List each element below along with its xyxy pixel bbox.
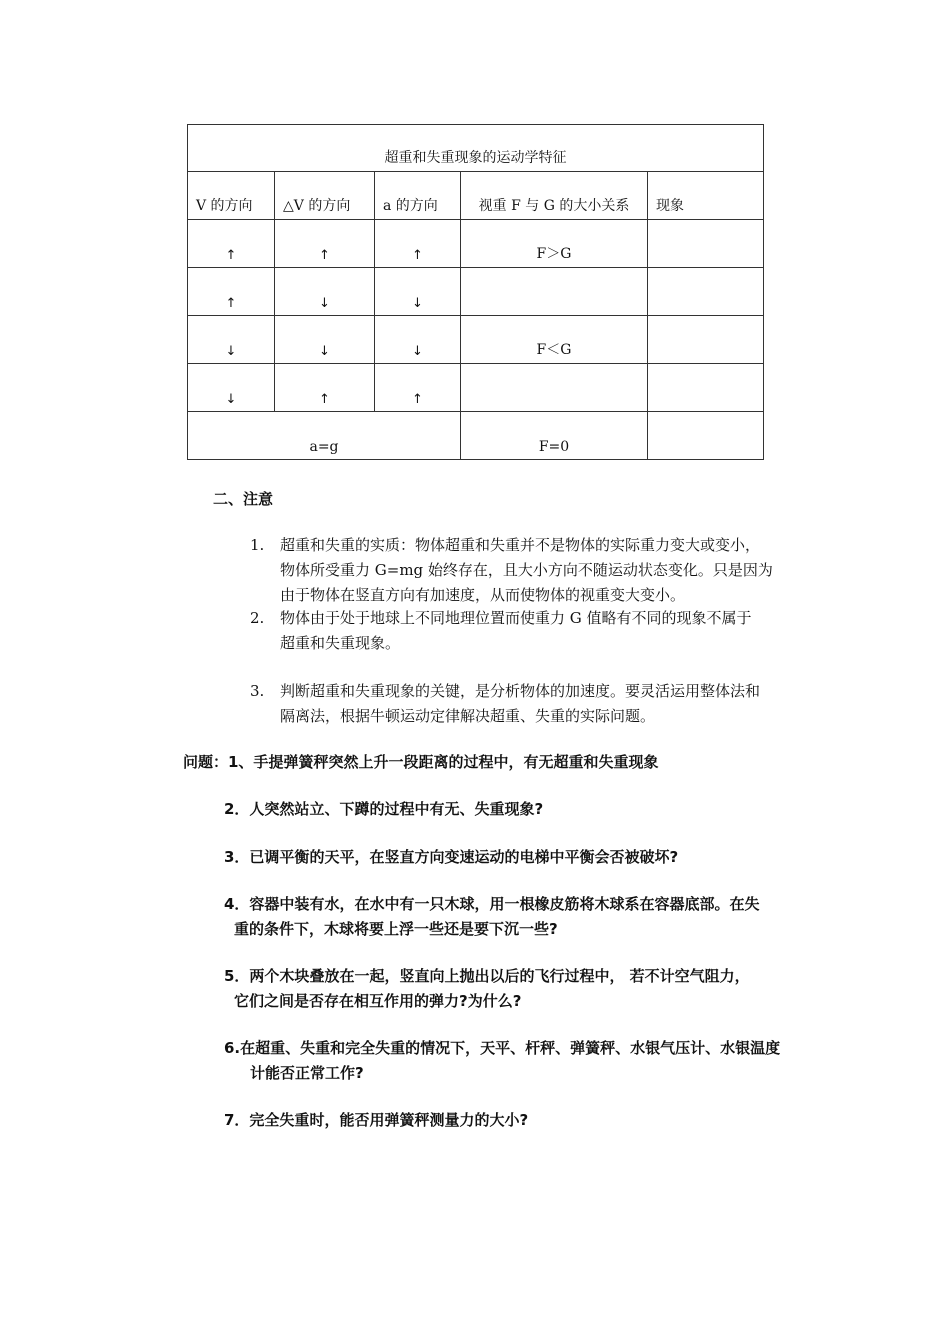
header-phenomenon: 现象 bbox=[648, 172, 764, 220]
note-line: 由于物体在竖直方向有加速度，从而使物体的视重变大变小。 bbox=[280, 586, 686, 604]
phenomenon-cell bbox=[648, 364, 764, 412]
header-a-direction: a 的方向 bbox=[375, 172, 461, 220]
down-arrow-icon: ↓ bbox=[375, 268, 461, 316]
note-item bbox=[250, 606, 820, 656]
table-title: 超重和失重现象的运动学特征 bbox=[188, 125, 764, 172]
up-arrow-icon: ↑ bbox=[375, 364, 461, 412]
question-6-line-1: 6.在超重、失重和完全失重的情况下，天平、杆秤、弹簧秤、水银气压计、水银温度 bbox=[224, 1039, 781, 1057]
table-row bbox=[188, 412, 764, 460]
question-7: 7．完全失重时，能否用弹簧秤测量力的大小? bbox=[224, 1111, 529, 1129]
table-row bbox=[188, 316, 764, 364]
table-title-row bbox=[188, 125, 764, 172]
note-line: 超重和失重的实质：物体超重和失重并不是物体的实际重力变大或变小， bbox=[280, 536, 761, 554]
note-item bbox=[250, 679, 820, 729]
kinematics-table bbox=[187, 124, 764, 460]
relation-cell: F＜G bbox=[461, 316, 648, 364]
phenomenon-cell bbox=[648, 412, 764, 460]
header-dv-direction: △V 的方向 bbox=[275, 172, 375, 220]
question-6-line-2: 计能否正常工作? bbox=[250, 1064, 364, 1082]
note-line: 物体所受重力 G=mg 始终存在，且大小方向不随运动状态变化。只是因为 bbox=[280, 561, 773, 579]
down-arrow-icon: ↓ bbox=[375, 316, 461, 364]
header-v-direction: V 的方向 bbox=[188, 172, 275, 220]
note-number: 2. bbox=[250, 609, 265, 627]
down-arrow-icon: ↓ bbox=[188, 316, 275, 364]
table-header-row bbox=[188, 172, 764, 220]
note-item bbox=[250, 533, 820, 608]
note-number: 1. bbox=[250, 536, 265, 554]
note-line: 物体由于处于地球上不同地理位置而使重力 G 值略有不同的现象不属于 bbox=[280, 609, 752, 627]
up-arrow-icon: ↑ bbox=[188, 268, 275, 316]
table-row bbox=[188, 220, 764, 268]
phenomenon-cell bbox=[648, 268, 764, 316]
question-3: 3．已调平衡的天平，在竖直方向变速运动的电梯中平衡会否被破坏? bbox=[224, 848, 679, 866]
question-4-line-1: 4．容器中装有水，在水中有一只木球，用一根橡皮筋将木球系在容器底部。在失 bbox=[224, 895, 760, 913]
question-4-line-2: 重的条件下，木球将要上浮一些还是要下沉一些? bbox=[234, 920, 558, 938]
note-line: 超重和失重现象。 bbox=[280, 634, 401, 652]
question-1: 问题：1、手提弹簧秤突然上升一段距离的过程中，有无超重和失重现象 bbox=[183, 753, 659, 771]
down-arrow-icon: ↓ bbox=[275, 268, 375, 316]
question-5-line-2: 它们之间是否存在相互作用的弹力?为什么? bbox=[234, 992, 522, 1010]
table-row bbox=[188, 364, 764, 412]
question-5-line-1: 5．两个木块叠放在一起，竖直向上抛出以后的飞行过程中， 若不计空气阻力， bbox=[224, 967, 750, 985]
note-number: 3. bbox=[250, 682, 265, 700]
down-arrow-icon: ↓ bbox=[275, 316, 375, 364]
header-f-g-relation: 视重 F 与 G 的大小关系 bbox=[461, 172, 648, 220]
relation-cell: F＞G bbox=[461, 220, 648, 268]
phenomenon-cell bbox=[648, 316, 764, 364]
note-line: 判断超重和失重现象的关键，是分析物体的加速度。要灵活运用整体法和 bbox=[280, 682, 761, 700]
section-heading: 二、注意 bbox=[213, 490, 274, 508]
phenomenon-cell bbox=[648, 220, 764, 268]
question-2: 2．人突然站立、下蹲的过程中有无、失重现象? bbox=[224, 800, 544, 818]
relation-cell: F=0 bbox=[461, 412, 648, 460]
note-line: 隔离法，根据牛顿运动定律解决超重、失重的实际问题。 bbox=[280, 707, 656, 725]
up-arrow-icon: ↑ bbox=[375, 220, 461, 268]
down-arrow-icon: ↓ bbox=[188, 364, 275, 412]
table-row bbox=[188, 268, 764, 316]
free-fall-condition: a=g bbox=[188, 412, 461, 460]
up-arrow-icon: ↑ bbox=[275, 220, 375, 268]
relation-cell bbox=[461, 364, 648, 412]
up-arrow-icon: ↑ bbox=[275, 364, 375, 412]
up-arrow-icon: ↑ bbox=[188, 220, 275, 268]
relation-cell bbox=[461, 268, 648, 316]
